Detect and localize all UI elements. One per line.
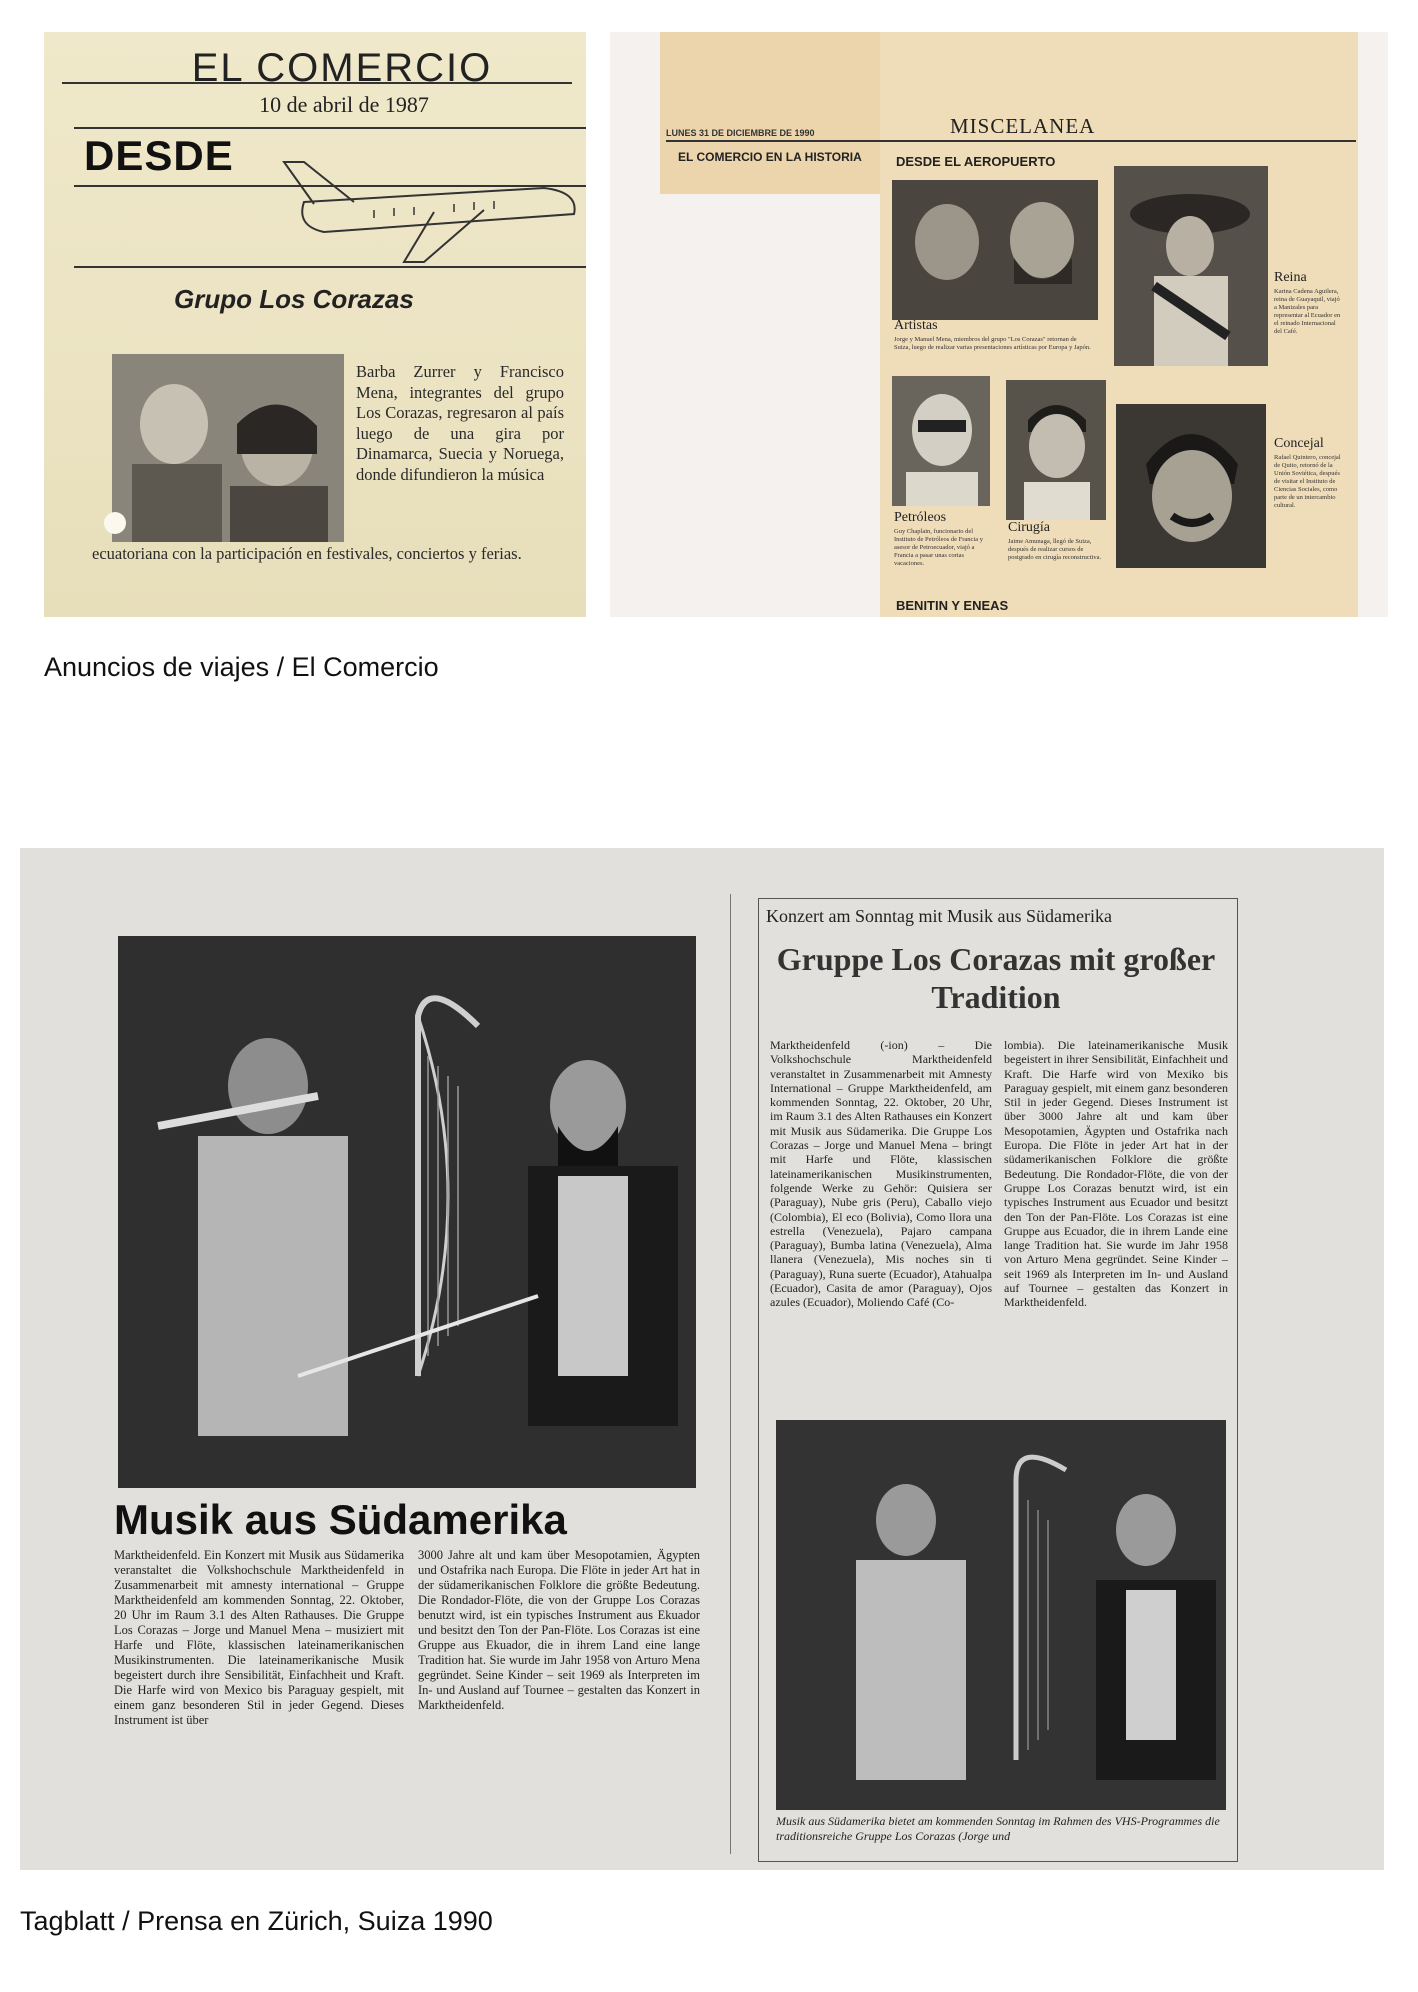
photo-reina: [1114, 166, 1268, 366]
divider: [62, 82, 572, 84]
photo-musicians-small: [776, 1420, 1226, 1810]
label-reina: Reina: [1274, 270, 1307, 285]
text-concejal: Rafael Quintero, concejal de Quito, retornó de la Unión Soviética, después de visitar el Instituto de Ciencias Sociales, como parte de un intercambio cultural.: [1274, 454, 1341, 509]
text-cirugia: Jaime Amunaga, llegó de Suiza, después de realizar cursos de postgrado en cirugía reconstructiva.: [1008, 538, 1102, 561]
label-petroleos: Petróleos: [894, 510, 947, 525]
clipping-el-comercio-1987: [44, 32, 586, 617]
photo-artistas: [892, 180, 1098, 320]
label-artistas: Artistas: [894, 318, 938, 333]
section-title: DESDE: [84, 132, 234, 179]
photo-concejal: [1116, 404, 1266, 568]
footer-heading: BENITIN Y ENEAS: [896, 598, 1009, 613]
text-artistas: Jorge y Manuel Mena, miembros del grupo "Los Corazas" retornan de Suiza, luego de realizar varias presentaciones artísticas por Europa y Japón.: [894, 336, 1091, 351]
article-body-continued: ecuatoriana con la participación en festivales, conciertos y ferias.: [92, 544, 522, 563]
right-headline: Gruppe Los Corazas mit großer Tradition: [776, 941, 1216, 1015]
photo-two-musicians: [112, 354, 344, 542]
date: 10 de abril de 1987: [259, 92, 429, 117]
text-petroleos: Guy Chaplain, funcionario del Instituto de Petróleos de Francia y asesor de Petroecuador, viajó a Francia a pasar unas cortas vacaciones.: [894, 528, 983, 567]
kicker: Konzert am Sonntag mit Musik aus Südamerika: [766, 906, 1112, 926]
punch-hole: [104, 512, 126, 534]
right-article-col1: Marktheidenfeld (-ion) – Die Volkshochschule Marktheidenfeld veranstaltet in Zusammenarbeit mit Amnesty International – Gruppe Marktheidenfeld, am kommenden Sonntag, 22. Oktober, 20 Uhr, im Raum 3.1 des Alten Rathauses ein Konzert mit Musik aus Südamerika. Die Gruppe Los Corazas – Jorge und Manuel Mena – bringt mit Harfe und Flöte, klassischen lateinamerikanischen Musikinstrumenten, folgende Werke zu Gehör: Quisiera ser (Paraguay), Nube gris (Peru), Caballo viejo (Colombia), El eco (Bolivia), Como llora una estrella (Venezuela), Pajaro campana (Paraguay), Bumba latina (Venezuela), Alma llanera (Venezuela), Mis noches sin ti (Paraguay), Runa suerte (Ecuador), Atahualpa (Ecuador), Casita de amor (Paraguay), Ojos azules (Ecuador), Moliendo Café (Co-: [770, 1038, 992, 1310]
photo-cirugia: [1006, 380, 1106, 520]
divider: [666, 140, 1356, 142]
right-article-col2: lombia). Die lateinamerikanische Musik begeistert in ihrer Sensibilität, Einfachheit und Kraft. Die Harfe wird von Mexiko bis Paraguay gespielt, mit einem ganz besonderen Stil in jeder Gegend. Dieses Instrument ist über 3000 Jahre alt und kam über Mesopotamien, Ägypten und Ostafrika nach Europa. Die Flöte in jeder Art hat in der südamerikanischen Folklore die größte Bedeutung. Die Rondador-Flöte, die von der Gruppe Los Corazas benutzt wird, ist ein typisches Instrument aus Ecuador und besitzt den Ton der Pan-Flöte. Los Corazas ist eine Gruppe aus Ecuador, die in ihrem Lande eine lange Tradition hat. Sie wurde im Jahr 1958 von Arturo Mena gegründet. Seine Kinder – seit 1969 als Interpreten im In- und Ausland auf Tournee – gestalten das Konzert in Marktheidenfeld.: [1004, 1038, 1228, 1310]
caption-top: Anuncios de viajes / El Comercio: [44, 652, 439, 682]
caption-bottom: Tagblatt / Prensa en Zürich, Suiza 1990: [20, 1906, 493, 1936]
airport-heading: DESDE EL AEROPUERTO: [896, 154, 1056, 169]
left-article-col1: Marktheidenfeld. Ein Konzert mit Musik aus Südamerika veranstaltet die Volkshochschule Marktheidenfeld in Zusammenarbeit mit amnesty international – Gruppe Marktheidenfeld am kommenden Sonntag, 22. Oktober, 20 Uhr im Raum 3.1 des Alten Rathauses. Die Gruppe Los Corazas – Jorge und Manuel Mena – musiziert mit Harfe und Flöte, klassischen lateinamerikanischen Musikinstrumenten. Die lateinamerikanische Musik begeistert durch ihre Sensibilität, Einfachheit und Kraft. Die Harfe wird von Mexico bis Paraguay gespielt, mit einem ganz besonderen Stil in jeder Gegend. Dieses Instrument ist über: [114, 1548, 404, 1727]
clipping-tagblatt-1990: [20, 848, 1384, 1870]
label-cirugia: Cirugía: [1008, 520, 1050, 535]
left-headline: Musik aus Südamerika: [114, 1496, 567, 1543]
left-article-col2: 3000 Jahre alt und kam über Mesopotamien, Ägypten und Ostafrika nach Europa. Die Flöte in jeder Art hat in der südamerikanischen Folklore die größte Bedeutung. Die Rondador-Flöte, die von der Gruppe Los Corazas benutzt wird, ist ein typisches Instrument aus Ekuador und besitzt den Ton der Pan-Flöte. Los Corazas ist eine Gruppe aus Ekuador, die in ihrem Land eine lange Tradition hat. Sie wurde im Jahr 1958 von Arturo Mena gegründet. Seine Kinder – seit 1969 als Interpreten im In- und Ausland auf Tournee – gestalten das Konzert in Marktheidenfeld.: [418, 1548, 700, 1712]
date: LUNES 31 DE DICIEMBRE DE 1990: [666, 128, 815, 138]
clipping-el-comercio-1990: [610, 32, 1388, 617]
text-reina: Karina Cadena Aguilera, reina de Guayaquil, viajó a Manizales para representar al Ecuador en el reinado Internacional del Café.: [1274, 288, 1341, 335]
photo-petroleos: [892, 376, 990, 506]
history-heading: EL COMERCIO EN LA HISTORIA: [678, 150, 862, 164]
masthead: EL COMERCIO: [191, 46, 493, 90]
label-concejal: Concejal: [1274, 436, 1324, 451]
divider: [730, 894, 731, 1854]
article-body: Barba Zurrer y Francisco Mena, integrantes del grupo Los Corazas, regresaron al país luego de una gira por Dinamarca, Suecia y Noruega, donde difundieron la música: [356, 362, 564, 484]
headline: Grupo Los Corazas: [174, 284, 414, 314]
photo-musicians-harp-flute: [118, 936, 696, 1488]
section-title: MISCELANEA: [950, 114, 1096, 138]
photo-caption: Musik aus Südamerika bietet am kommenden Sonntag im Rahmen des VHS-Programmes die traditionsreiche Gruppe Los Corazas (Jorge und: [776, 1814, 1220, 1843]
